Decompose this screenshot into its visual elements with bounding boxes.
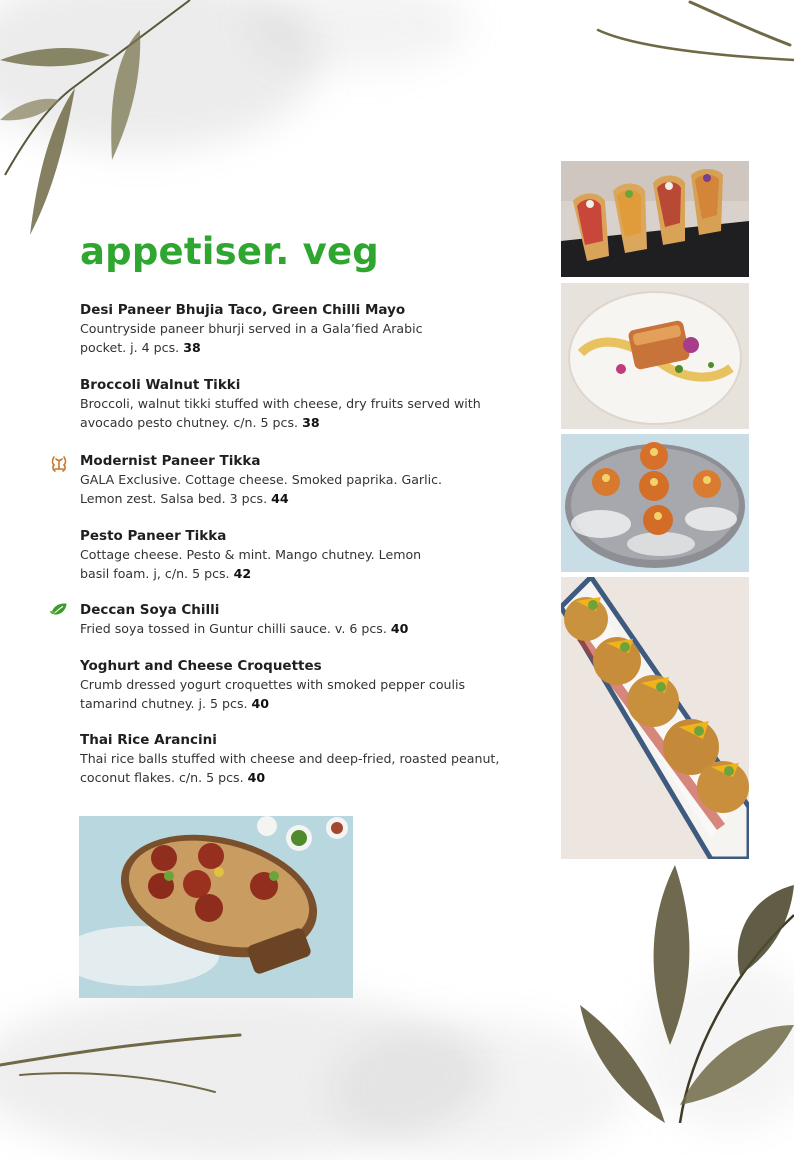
item-description: Cottage cheese. Pesto & mint. Mango chutney. Lemon basil foam. j, c/n. 5 pcs. 42 [80, 547, 422, 581]
menu-item [80, 601, 520, 639]
brush-stroke-top-right [590, 0, 794, 70]
vegan-leaf-icon [49, 601, 68, 619]
item-price: 40 [247, 769, 266, 785]
photo-paneer-bites-smoke [561, 434, 749, 572]
item-price: 44 [271, 490, 289, 506]
leaf-branch-bottom-right [570, 855, 794, 1123]
item-price: 38 [183, 339, 201, 355]
menu-item [80, 527, 520, 583]
item-name: Deccan Soya Chilli [80, 602, 220, 618]
menu-item [80, 376, 520, 432]
menu-item [80, 731, 520, 787]
menu-item [80, 301, 520, 357]
item-price: 40 [390, 621, 409, 636]
photo-croquettes [561, 577, 749, 859]
item-description: GALA Exclusive. Cottage cheese. Smoked paprika. Garlic. Lemon zest. Salsa bed. 3 pcs. 44 [80, 472, 443, 506]
item-price: 42 [233, 565, 252, 581]
item-description: Broccoli, walnut tikki stuffed with cheese, dry fruits served with avocado pesto chutney. c/n. 5 pcs. 38 [80, 396, 481, 430]
photo-modernist-paneer-tikka [561, 283, 749, 429]
menu-item [80, 657, 520, 713]
item-name: Yoghurt and Cheese Croquettes [80, 658, 322, 674]
item-name: Pesto Paneer Tikka [80, 528, 227, 544]
item-name: Broccoli Walnut Tikki [80, 377, 241, 393]
item-price: 38 [302, 414, 320, 430]
item-description: Countryside paneer bhurji served in a Gala’fied Arabic pocket. j. 4 pcs. 38 [80, 321, 423, 355]
item-description: Crumb dressed yogurt croquettes with smoked pepper coulis tamarind chutney. j. 5 pcs. 40 [80, 677, 466, 711]
item-name: Desi Paneer Bhujia Taco, Green Chilli Mayo [80, 302, 406, 318]
photo-soya-chilli-platter [79, 816, 353, 998]
photo-tacos [561, 161, 749, 277]
item-name: Thai Rice Arancini [80, 732, 217, 748]
item-description: Thai rice balls stuffed with cheese and deep-fried, roasted peanut, coconut flakes. c/n. 5 pcs. 40 [80, 751, 500, 785]
item-price: 40 [251, 695, 270, 711]
menu-item [80, 452, 520, 508]
item-description: Fried soya tossed in Guntur chilli sauce. v. 6 pcs. 40 [80, 621, 409, 636]
item-name: Modernist Paneer Tikka [80, 453, 261, 469]
gala-exclusive-icon [49, 453, 69, 473]
leaf-branch-top-left [0, 0, 200, 250]
section-title: appetiser. veg [80, 230, 379, 273]
brush-stroke-bottom-left [0, 1020, 300, 1110]
